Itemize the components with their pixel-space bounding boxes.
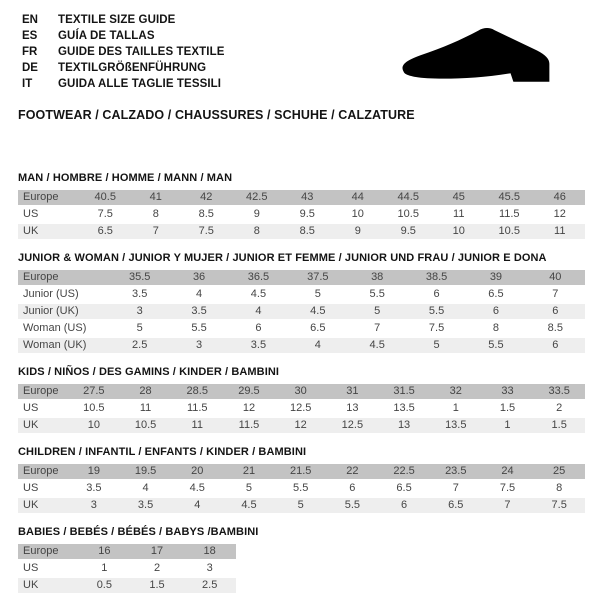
size-value: 7.5 xyxy=(97,208,113,220)
size-value: 35.5 xyxy=(128,271,151,283)
size-value: 31.5 xyxy=(393,385,415,397)
row-label: Europe xyxy=(23,465,59,477)
size-value: 7.5 xyxy=(428,322,445,334)
size-value: 4 xyxy=(255,305,262,317)
language-code: IT xyxy=(22,78,33,90)
size-value: 11.5 xyxy=(238,419,260,431)
size-value: 1.5 xyxy=(551,419,567,431)
size-value: 3 xyxy=(206,562,213,574)
size-value: 11 xyxy=(139,402,152,414)
size-value: 16 xyxy=(98,545,111,557)
size-value: 11 xyxy=(453,208,465,220)
size-value: 1 xyxy=(452,402,459,414)
row-label: US xyxy=(23,402,39,414)
size-value: 2 xyxy=(153,562,161,574)
size-value: 4 xyxy=(314,339,321,351)
size-value: 8 xyxy=(152,208,159,220)
size-value: 8.5 xyxy=(198,208,214,220)
size-value: 1 xyxy=(101,562,108,574)
row-label: US xyxy=(23,208,39,220)
size-value: 10.5 xyxy=(134,419,157,431)
size-value: 3 xyxy=(136,305,143,317)
size-value: 10.5 xyxy=(397,208,419,220)
table-row xyxy=(18,578,236,595)
size-value: 3.5 xyxy=(132,288,148,300)
size-value: 2.5 xyxy=(202,579,218,591)
size-value: 10.5 xyxy=(83,402,105,414)
size-value: 5 xyxy=(433,339,440,351)
size-value: 23.5 xyxy=(445,465,467,477)
language-title: GUIDE DES TAILLES TEXTILE xyxy=(58,46,225,58)
size-value: 11.5 xyxy=(498,208,520,220)
language-title: TEXTILGRÖßENFÜHRUNG xyxy=(58,62,207,74)
row-label: Europe xyxy=(23,385,59,397)
size-value: 3 xyxy=(90,499,97,511)
table-title: CHILDREN / INFANTIL / ENFANTS / KINDER / BAMBINI xyxy=(18,446,307,458)
size-value: 8 xyxy=(492,322,499,334)
size-value: 6 xyxy=(552,339,559,351)
size-value: 8.5 xyxy=(299,225,315,237)
row-label: Junior (US) xyxy=(23,288,79,300)
size-value: 4.5 xyxy=(189,482,205,494)
size-value: 44 xyxy=(351,191,364,203)
size-value: 28 xyxy=(139,385,152,397)
size-value: 4 xyxy=(142,482,149,494)
size-value: 36 xyxy=(192,271,206,283)
size-value: 8.5 xyxy=(547,322,563,334)
size-value: 10 xyxy=(351,208,364,220)
size-value: 45.5 xyxy=(498,191,520,203)
size-value: 19.5 xyxy=(134,465,157,477)
size-value: 5.5 xyxy=(344,499,361,511)
table-row xyxy=(18,418,585,435)
table-row xyxy=(18,190,585,207)
size-value: 3.5 xyxy=(191,305,207,317)
size-value: 3.5 xyxy=(137,499,154,511)
size-value: 22.5 xyxy=(393,465,415,477)
row-label: Europe xyxy=(23,271,59,283)
size-value: 6 xyxy=(349,482,356,494)
size-value: 13.5 xyxy=(445,419,467,431)
row-label: Woman (US) xyxy=(23,322,87,334)
table-row xyxy=(18,498,585,515)
size-value: 24 xyxy=(501,465,514,477)
size-value: 41 xyxy=(149,191,162,203)
size-value: 44.5 xyxy=(397,191,419,203)
category-heading: FOOTWEAR / CALZADO / CHAUSSURES / SCHUHE / CALZATURE xyxy=(18,108,415,122)
size-table-section xyxy=(18,366,585,435)
size-value: 10 xyxy=(87,419,100,431)
size-value: 11 xyxy=(554,225,566,237)
size-value: 4.5 xyxy=(310,305,326,317)
size-table xyxy=(18,270,585,355)
table-row xyxy=(18,464,585,481)
table-row xyxy=(18,481,585,498)
size-table-section xyxy=(18,526,585,595)
size-table xyxy=(18,544,236,595)
dress-shoe-icon xyxy=(394,24,574,94)
size-value: 6.5 xyxy=(448,499,464,511)
table-row xyxy=(18,270,585,287)
table-row xyxy=(18,338,585,355)
size-value: 30 xyxy=(294,385,307,397)
language-title: TEXTILE SIZE GUIDE xyxy=(58,14,176,26)
size-value: 1.5 xyxy=(499,402,516,414)
size-value: 5 xyxy=(245,482,253,494)
row-label: Woman (UK) xyxy=(23,339,87,351)
size-value: 29.5 xyxy=(238,385,260,397)
size-value: 4 xyxy=(194,499,201,511)
size-value: 21 xyxy=(242,465,256,477)
size-value: 5.5 xyxy=(488,339,504,351)
size-value: 12 xyxy=(242,402,256,414)
size-value: 5 xyxy=(314,288,321,300)
size-value: 46 xyxy=(553,191,566,203)
size-value: 6 xyxy=(433,288,440,300)
size-value: 10 xyxy=(452,225,465,237)
size-table-section xyxy=(18,446,585,515)
size-value: 38 xyxy=(371,271,384,283)
size-value: 7.5 xyxy=(198,225,214,237)
size-value: 13 xyxy=(397,419,411,431)
size-value: 42.5 xyxy=(246,191,268,203)
row-label: Europe xyxy=(23,191,59,203)
size-table-section xyxy=(18,252,585,355)
size-value: 13.5 xyxy=(393,402,415,414)
size-value: 13 xyxy=(346,402,359,414)
size-value: 5.5 xyxy=(293,482,309,494)
size-value: 10.5 xyxy=(498,225,520,237)
table-row xyxy=(18,384,585,401)
size-value: 6 xyxy=(401,499,408,511)
size-value: 5 xyxy=(136,322,143,334)
size-tables-container xyxy=(18,172,585,595)
size-value: 7 xyxy=(552,288,559,300)
table-title: BABIES / BEBÉS / BÉBÉS / BABYS /BAMBINI xyxy=(18,526,259,538)
size-value: 4.5 xyxy=(250,288,267,300)
language-code: DE xyxy=(22,62,38,74)
size-value: 12.5 xyxy=(341,419,364,431)
size-value: 9.5 xyxy=(400,225,416,237)
size-value: 43 xyxy=(301,191,314,203)
size-value: 5.5 xyxy=(428,305,445,317)
table-row xyxy=(18,287,585,304)
size-value: 8 xyxy=(253,225,260,237)
size-value: 36.5 xyxy=(247,271,270,283)
size-value: 37.5 xyxy=(307,271,329,283)
size-value: 31 xyxy=(346,385,359,397)
row-label: US xyxy=(23,482,39,494)
size-value: 17 xyxy=(150,545,164,557)
size-table-section xyxy=(18,172,585,241)
size-value: 1 xyxy=(504,419,511,431)
size-value: 19 xyxy=(87,465,100,477)
size-value: 3.5 xyxy=(86,482,102,494)
table-row xyxy=(18,224,585,241)
table-title: JUNIOR & WOMAN / JUNIOR Y MUJER / JUNIOR ET FEMME / JUNIOR UND FRAU / JUNIOR E DONA xyxy=(18,252,547,264)
language-code: ES xyxy=(22,30,38,42)
size-value: 6 xyxy=(492,305,499,317)
size-value: 11 xyxy=(191,419,203,431)
size-value: 32 xyxy=(449,385,462,397)
size-value: 3 xyxy=(196,339,203,351)
size-value: 7 xyxy=(374,322,381,334)
size-value: 5 xyxy=(297,499,304,511)
size-value: 25 xyxy=(553,465,566,477)
size-value: 4.5 xyxy=(369,339,385,351)
size-table xyxy=(18,464,585,515)
size-value: 20 xyxy=(191,465,204,477)
size-value: 7.5 xyxy=(551,499,567,511)
size-value: 9 xyxy=(354,225,361,237)
size-value: 7.5 xyxy=(499,482,516,494)
size-value: 3.5 xyxy=(250,339,267,351)
size-table xyxy=(18,384,585,435)
size-value: 42 xyxy=(200,191,213,203)
row-label: Europe xyxy=(23,545,59,557)
row-label: UK xyxy=(23,225,39,237)
size-value: 18 xyxy=(203,545,216,557)
size-value: 5.5 xyxy=(369,288,385,300)
language-code: FR xyxy=(22,46,38,58)
row-label: US xyxy=(23,562,39,574)
size-value: 9 xyxy=(253,208,260,220)
table-title: MAN / HOMBRE / HOMME / MANN / MAN xyxy=(18,172,233,184)
table-title: KIDS / NIÑOS / DES GAMINS / KINDER / BAMBINI xyxy=(18,366,280,378)
size-value: 27.5 xyxy=(83,385,105,397)
size-value: 12 xyxy=(553,208,566,220)
size-value: 5.5 xyxy=(191,322,207,334)
size-value: 4.5 xyxy=(241,499,257,511)
language-code: EN xyxy=(22,14,38,26)
size-value: 2.5 xyxy=(132,339,148,351)
row-label: UK xyxy=(23,499,39,511)
size-value: 2 xyxy=(556,402,563,414)
size-value: 38.5 xyxy=(425,271,448,283)
size-value: 1.5 xyxy=(149,579,165,591)
size-value: 9.5 xyxy=(299,208,315,220)
size-value: 7 xyxy=(152,225,159,237)
size-value: 8 xyxy=(556,482,563,494)
size-value: 40.5 xyxy=(94,191,116,203)
row-label: UK xyxy=(23,419,39,431)
size-value: 0.5 xyxy=(96,579,112,591)
language-title: GUÍA DE TALLAS xyxy=(58,30,155,42)
size-table xyxy=(18,190,585,241)
size-value: 6.5 xyxy=(97,225,113,237)
size-value: 45 xyxy=(452,191,465,203)
table-row xyxy=(18,544,236,561)
size-value: 33.5 xyxy=(548,385,570,397)
size-value: 7 xyxy=(504,499,511,511)
size-value: 12 xyxy=(294,419,307,431)
size-value: 7 xyxy=(452,482,459,494)
size-value: 40 xyxy=(549,271,562,283)
table-row xyxy=(18,304,585,321)
size-value: 11.5 xyxy=(186,402,208,414)
size-value: 6 xyxy=(552,305,559,317)
size-value: 21.5 xyxy=(289,465,312,477)
page-header xyxy=(18,12,585,92)
language-title: GUIDA ALLE TAGLIE TESSILI xyxy=(58,78,222,90)
table-row xyxy=(18,401,585,418)
size-value: 6.5 xyxy=(310,322,326,334)
size-value: 33 xyxy=(501,385,514,397)
size-value: 4 xyxy=(196,288,203,300)
row-label: UK xyxy=(23,579,39,591)
row-label: Junior (UK) xyxy=(23,305,79,317)
table-row xyxy=(18,207,585,224)
size-value: 6 xyxy=(255,322,262,334)
size-value: 5 xyxy=(374,305,381,317)
table-row xyxy=(18,561,236,578)
size-value: 28.5 xyxy=(186,385,208,397)
size-value: 39 xyxy=(489,271,503,283)
size-value: 6.5 xyxy=(396,482,412,494)
size-value: 22 xyxy=(346,465,359,477)
table-row xyxy=(18,321,585,338)
size-value: 6.5 xyxy=(488,288,504,300)
size-value: 12.5 xyxy=(289,402,312,414)
